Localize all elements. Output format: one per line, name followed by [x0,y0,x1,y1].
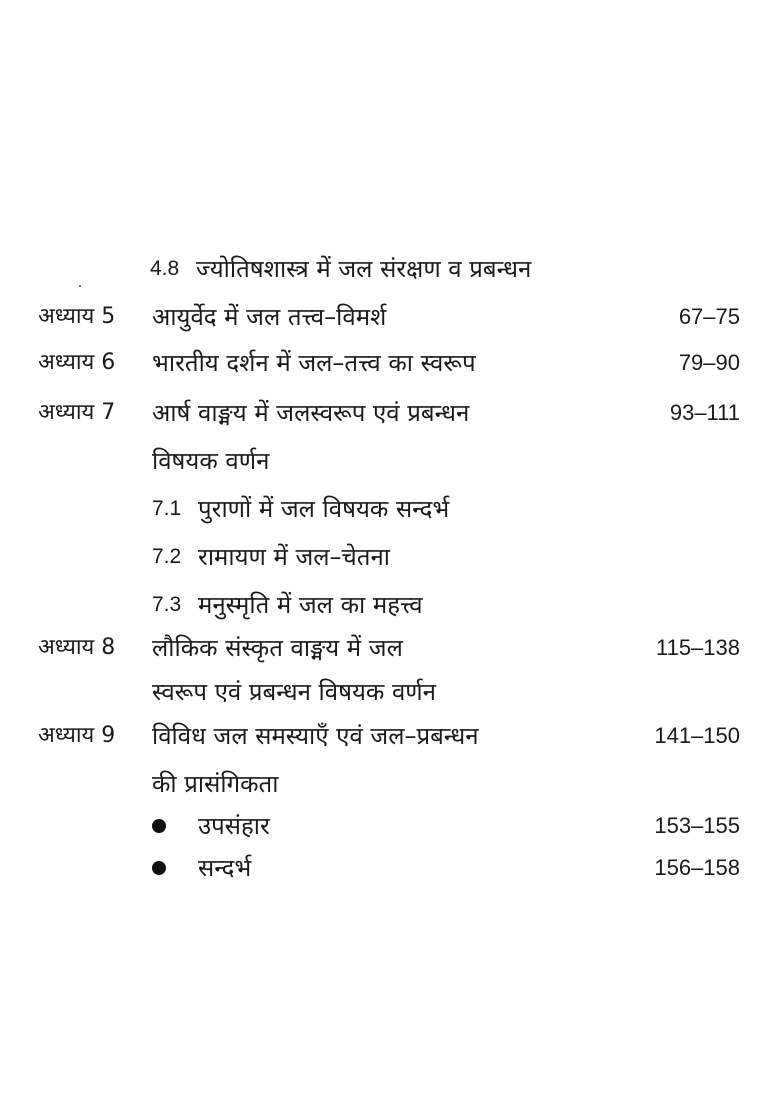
toc-row-chapter-6 [0,343,780,383]
toc-row-continuation [0,441,780,481]
chapter-label: अध्याय 9 [38,723,116,748]
toc-entry-title: आयुर्वेद में जल तत्त्व–विमर्श [152,303,387,331]
chapter-label: अध्याय 7 [38,400,116,425]
toc-row-continuation [0,672,780,712]
page-range: 93–111 [669,400,740,425]
chapter-label: अध्याय 8 [38,635,116,660]
toc-entry-title: स्वरूप एवं प्रबन्धन विषयक वर्णन [152,678,436,706]
toc-entry-title: पुराणों में जल विषयक सन्दर्भ [198,495,450,523]
page-range: 67–75 [678,304,740,329]
toc-entry-title: भारतीय दर्शन में जल–तत्त्व का स्वरूप [152,349,476,377]
toc-row-chapter-7 [0,393,780,433]
section-number: 7.2 [152,545,182,568]
toc-row-conclusion [0,806,780,846]
toc-entry-title: सन्दर्भ [198,854,252,882]
page-range: 115–138 [655,635,740,660]
toc-row-7-1 [0,489,780,529]
toc-row-chapter-8 [0,628,780,668]
bullet-icon [152,861,166,875]
page-range: 153–155 [654,813,740,838]
toc-entry-title: विषयक वर्णन [152,447,270,475]
toc-entry-title: लौकिक संस्कृत वाङ्मय में जल [152,634,403,662]
chapter-label: अध्याय 5 [38,304,116,329]
bullet-icon [152,819,166,833]
toc-row-references [0,848,780,888]
toc-row-7-3 [0,585,780,625]
toc-entry-title: मनुस्मृति में जल का महत्त्व [198,591,423,619]
page-range: 156–158 [654,855,740,880]
toc-entry-title: उपसंहार [198,812,270,840]
toc-entry-title: की प्रासंगिकता [152,770,279,798]
toc-row-chapter-5 [0,297,780,337]
toc-entry-title: आर्ष वाङ्मय में जलस्वरूप एवं प्रबन्धन [152,399,470,427]
toc-entry-title: रामायण में जल–चेतना [198,543,391,571]
toc-entry-title: विविध जल समस्याएँ एवं जल–प्रबन्धन [152,722,479,750]
toc-row-continuation [0,764,780,804]
toc-row-4-8 [0,249,780,289]
chapter-label: अध्याय 6 [38,350,116,375]
toc-row-7-2 [0,537,780,577]
page-range: 79–90 [678,350,740,375]
section-number: 7.3 [152,593,182,616]
toc-entry-title: ज्योतिषशास्त्र में जल संरक्षण व प्रबन्धन [196,255,532,283]
section-number: 7.1 [152,497,182,520]
section-number: 4.8 [150,257,180,280]
page-range: 141–150 [654,723,740,748]
toc-row-chapter-9 [0,716,780,756]
